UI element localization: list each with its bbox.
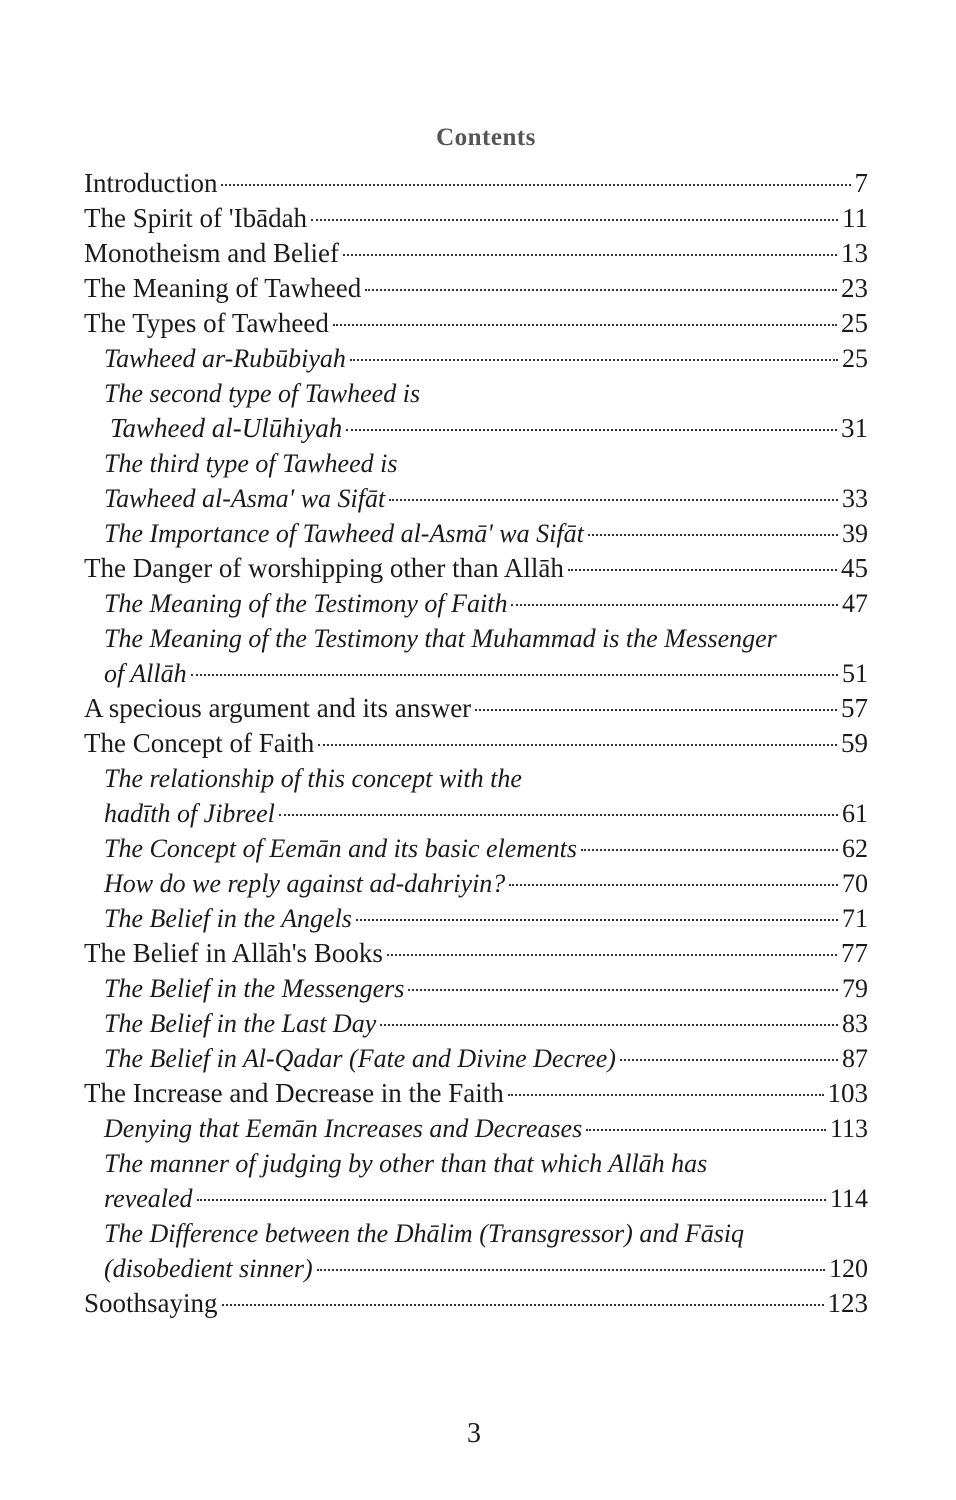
toc-entry-page: 11 (842, 203, 868, 233)
toc-entry-page: 77 (841, 938, 868, 968)
toc-entry-page: 70 (842, 869, 868, 898)
toc-entry-title: Denying that Eemān Increases and Decreases (104, 1114, 583, 1143)
dot-leader (387, 954, 837, 956)
toc-entry (0, 166, 956, 201)
dot-leader (508, 1094, 824, 1096)
toc-entry-title: Introduction (84, 168, 218, 198)
toc-entry-page: 51 (842, 659, 868, 688)
toc-entry-title: The relationship of this concept with the (104, 764, 522, 793)
toc-entry-title: (disobedient sinner) (104, 1254, 313, 1283)
toc-entry-title: The Belief in the Last Day (104, 1009, 377, 1038)
dot-leader (475, 709, 837, 711)
toc-entry (0, 271, 956, 306)
toc-entry (0, 1006, 956, 1041)
toc-entry (0, 551, 956, 586)
page-number: 3 (467, 1418, 481, 1449)
toc-entry (0, 1111, 956, 1146)
toc-entry-title: revealed (104, 1184, 193, 1213)
toc-entry-title: The Importance of Tawheed al-Asmā' wa Sifāt (104, 519, 584, 548)
table-of-contents (0, 166, 956, 1321)
toc-entry (0, 341, 956, 376)
dot-leader (356, 919, 838, 921)
toc-entry-page: 79 (842, 974, 868, 1003)
toc-entry-title: The Difference between the Dhālim (Transgressor) and Fāsiq (104, 1219, 745, 1248)
toc-entry-page: 62 (842, 834, 868, 863)
toc-entry-title: The Belief in Al-Qadar (Fate and Divine Decree) (104, 1044, 616, 1073)
dot-leader (317, 1269, 825, 1271)
toc-entry (0, 936, 956, 971)
toc-entry (0, 376, 956, 411)
toc-entry (0, 831, 956, 866)
toc-entry-title: The third type of Tawheed is (104, 449, 398, 478)
toc-entry-page: 31 (841, 413, 868, 443)
toc-entry (0, 1076, 956, 1111)
toc-entry (0, 236, 956, 271)
toc-entry (0, 1251, 956, 1286)
dot-leader (581, 849, 838, 851)
toc-entry (0, 971, 956, 1006)
toc-entry-title: Tawheed al-Asma' wa Sifāt (104, 484, 386, 513)
toc-entry (0, 1216, 956, 1251)
toc-entry (0, 411, 956, 446)
toc-entry (0, 446, 956, 481)
toc-entry-title: Soothsaying (84, 1288, 218, 1318)
toc-entry (0, 901, 956, 936)
toc-entry (0, 726, 956, 761)
toc-entry (0, 796, 956, 831)
toc-entry (0, 866, 956, 901)
dot-leader (389, 499, 838, 501)
toc-entry-title: The Spirit of 'Ibādah (84, 203, 308, 233)
dot-leader (197, 1199, 826, 1201)
toc-entry (0, 1181, 956, 1216)
toc-entry-page: 61 (842, 799, 868, 828)
toc-entry (0, 621, 956, 656)
toc-entry-page: 59 (841, 728, 868, 758)
toc-entry (0, 481, 956, 516)
toc-entry-page: 45 (841, 553, 868, 583)
toc-entry-page: 47 (842, 589, 868, 618)
toc-entry-page: 103 (827, 1078, 868, 1108)
toc-entry-page: 114 (829, 1184, 868, 1213)
dot-leader (380, 1024, 838, 1026)
toc-entry-title: The Concept of Faith (84, 728, 315, 758)
toc-entry-page: 83 (842, 1009, 868, 1038)
dot-leader (191, 674, 838, 676)
toc-entry (0, 516, 956, 551)
toc-entry-title: A specious argument and its answer (84, 693, 472, 723)
dot-leader (311, 219, 838, 221)
toc-entry-page: 113 (829, 1114, 868, 1143)
dot-leader (568, 569, 837, 571)
toc-entry-title: The Meaning of the Testimony that Muhammad is the Messenger (104, 624, 777, 653)
dot-leader (620, 1059, 838, 1061)
toc-entry-title: hadīth of Jibreel (104, 799, 275, 828)
toc-entry (0, 761, 956, 796)
toc-entry-title: The Concept of Eemān and its basic elements (104, 834, 577, 863)
toc-entry (0, 1146, 956, 1181)
toc-entry (0, 691, 956, 726)
toc-entry-page: 13 (841, 238, 868, 268)
dot-leader (408, 989, 838, 991)
dot-leader (511, 604, 838, 606)
toc-entry-title: The Belief in Allāh's Books (84, 938, 383, 968)
dot-leader (346, 429, 837, 431)
toc-entry-title: The Danger of worshipping other than Allāh (84, 553, 564, 583)
dot-leader (343, 254, 837, 256)
toc-entry-title: How do we reply against ad-dahriyin? (104, 869, 506, 898)
toc-entry-page: 120 (829, 1254, 868, 1283)
toc-entry-page: 123 (827, 1288, 868, 1318)
toc-entry (0, 201, 956, 236)
toc-entry-page: 25 (841, 308, 868, 338)
toc-entry-page: 39 (842, 519, 868, 548)
toc-entry-title: The second type of Tawheed is (104, 379, 421, 408)
dot-leader (509, 884, 838, 886)
toc-entry-title: The Belief in the Messengers (104, 974, 405, 1003)
toc-entry-page: 23 (841, 273, 868, 303)
dot-leader (333, 324, 837, 326)
dot-leader (222, 1304, 824, 1306)
toc-entry-title: The Belief in the Angels (104, 904, 352, 933)
toc-entry-page: 25 (842, 344, 868, 373)
toc-entry-page: 57 (841, 693, 868, 723)
toc-entry-title: of Allāh (104, 659, 187, 688)
toc-entry (0, 1041, 956, 1076)
toc-entry-page: 71 (842, 904, 868, 933)
toc-entry (0, 656, 956, 691)
dot-leader (350, 359, 838, 361)
toc-entry-title: Monotheism and Belief (84, 238, 339, 268)
dot-leader (588, 534, 838, 536)
toc-entry-title: The manner of judging by other than that which Allāh has (104, 1149, 708, 1178)
toc-entry-title: Tawheed al-Ulūhiyah (110, 413, 343, 443)
toc-entry (0, 306, 956, 341)
toc-entry (0, 586, 956, 621)
dot-leader (221, 184, 850, 186)
toc-entry-page: 7 (854, 168, 868, 198)
dot-leader (318, 744, 837, 746)
toc-entry-title: The Meaning of the Testimony of Faith (104, 589, 508, 618)
toc-entry-page: 33 (842, 484, 868, 513)
dot-leader (586, 1129, 826, 1131)
dot-leader (365, 289, 837, 291)
toc-entry-title: The Types of Tawheed (84, 308, 329, 338)
toc-entry-title: The Increase and Decrease in the Faith (84, 1078, 504, 1108)
toc-entry-page: 87 (842, 1044, 868, 1073)
dot-leader (279, 814, 838, 816)
page-title: Contents (436, 124, 536, 151)
toc-entry-title: The Meaning of Tawheed (84, 273, 362, 303)
toc-entry-title: Tawheed ar-Rubūbiyah (104, 344, 346, 373)
toc-entry (0, 1286, 956, 1321)
